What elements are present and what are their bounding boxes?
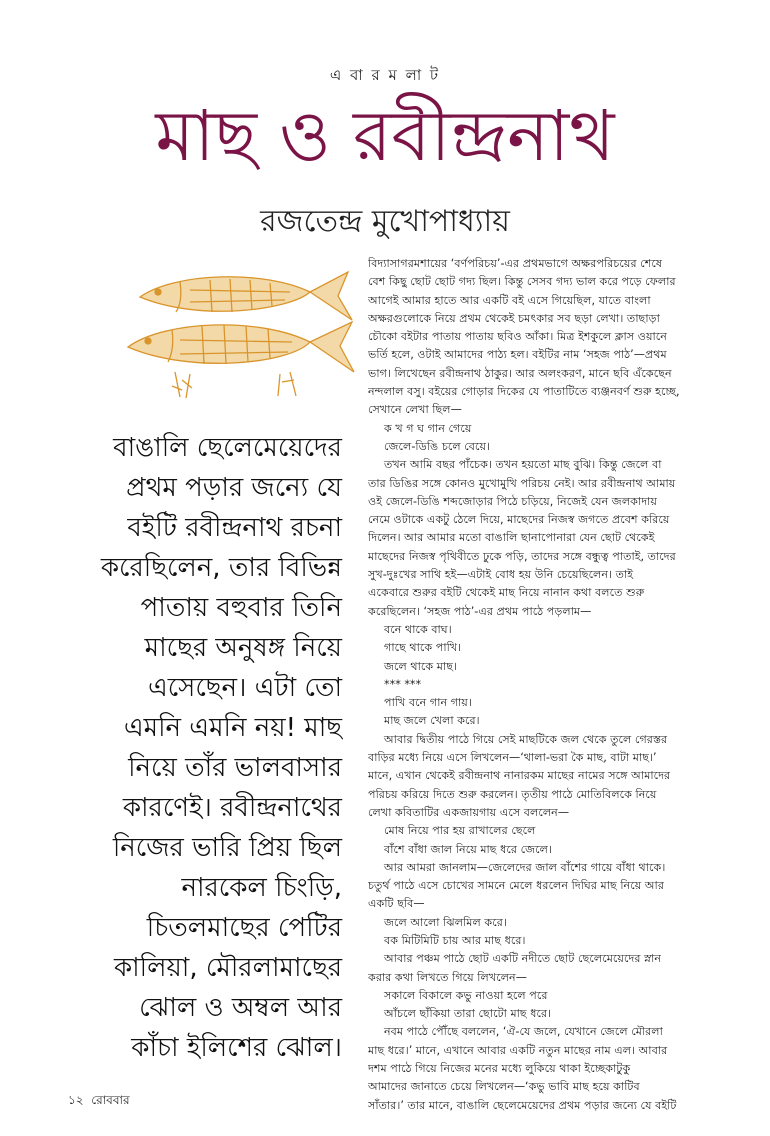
pull-quote-line: বাঙালি ছেলেমেয়েদের: [113, 433, 342, 463]
body-text-line: বাড়ির মধ্যে নিয়ে এসে লিখলেন—‘থালা-ভরা কৈ মাছ, বাটা মাছ।’: [368, 751, 657, 765]
body-text-line: সেখানে লেখা ছিল—: [368, 403, 462, 417]
magazine-name: রোববার: [91, 1093, 130, 1107]
verse-line: বাঁশে বাঁধা জাল নিয়ে মাছ ধরে জেলে।: [384, 842, 552, 856]
pull-quote-line: নারকেল চিংড়ি,: [181, 873, 342, 903]
verse-line: পাখি বনে গান গায়।: [384, 696, 472, 710]
body-text-line: আবার পঞ্চম পাঠে ছোট একটি নদীতে ছোট ছেলেমেয়েদের স্নান: [384, 952, 662, 966]
pull-quote-line: কালিয়া, মৌরলামাছের: [113, 953, 342, 983]
pull-quote-line: নিয়ে তাঁর ভালবাসার: [128, 753, 342, 783]
body-text-line: ওই জেলে-ডিঙি শব্দজোড়ার পিঠে চড়িয়ে, নিজেই যেন জলকাদায়: [368, 494, 657, 508]
body-text-line: সাঁতার।’ তার মানে, বাঙালি ছেলেমেয়েদের প্রথম পড়ার জন্যে যে বইটি: [368, 1098, 677, 1112]
body-text-line: দশম পাঠে গিয়ে নিজের মনের মধ্যে লুকিয়ে থাকা ইচ্ছেকাটুকু: [368, 1062, 631, 1076]
pull-quote-line: করেছিলেন, তার বিভিন্ন: [100, 553, 342, 583]
body-text-line: একেবারে শুরুর বইটি থেকেই মাছ নিয়ে নানান কথা বলতে শুরু: [368, 586, 645, 600]
pull-quote-line: কাঁচা ইলিশের ঝোল।: [131, 1033, 342, 1063]
body-text-line: তখন আমি বছর পাঁচেক। তখন হয়তো মাছ বুঝি। কিন্তু জেলে বা: [384, 458, 662, 472]
body-text-line: আর আমরা জানলাম—জেলেদের জাল বাঁশের গায়ে বাঁধা থাকে।: [384, 860, 666, 874]
article-title: মাছ ও রবীন্দ্রনাথ: [155, 95, 615, 177]
pull-quote-line: ঝোল ও অম্বল আর: [139, 993, 342, 1023]
body-text-line: তার ডিঙির সঙ্গে কোনও মুখোমুখি পরিচয় নেই। আর রবীন্দ্রনাথ আমায়: [368, 476, 676, 490]
body-text-line: মাছ ধরে।’ মানে, এখানে আবার একটি নতুন মাছের নাম এল। আবার: [368, 1043, 668, 1057]
pull-quote-line: এমনি এমনি নয়! মাছ: [123, 713, 342, 743]
verse-line: *** ***: [384, 677, 422, 691]
body-text-line: আবার দ্বিতীয় পাঠে গিয়ে সেই মাছটিকে জল থেকে তুলে গেরস্তর: [384, 732, 668, 746]
verse-line: সকালে বিকালে কভু নাওয়া হলে পরে: [384, 988, 548, 1002]
body-text-line: করার কথা লিখতে গিয়ে লিখলেন—: [368, 970, 527, 984]
pull-quote-line: চিতলমাছের পেটির: [146, 913, 342, 943]
body-text-line: মাছেদের নিজস্ব পৃথিবীতে ঢুকে পড়ি, তাদের সঙ্গে বন্ধুত্ব পাতাই, তাদের: [368, 549, 676, 563]
page-footer: [68, 1092, 130, 1112]
body-text-line: নেমে ওটাকে একটু ঠেলে দিয়ে, মাছেদের নিজস্ব জগতে প্রবেশ করিয়ে: [368, 513, 670, 527]
verse-line: মাছ জলে খেলা করে।: [384, 714, 480, 728]
body-text-line: বেশ কিছু ছোট ছোট গদ্য ছিল। কিন্তু সেসব গদ্য ভাল করে পড়ে ফেলার: [368, 275, 676, 289]
body-text-line: অক্ষরগুলোকে নিয়ে প্রথম থেকেই চমৎকার সব ছড়া লেখা। তাছাড়া: [368, 311, 660, 325]
verse-line: মোষ নিয়ে পার হয় রাখালের ছেলে: [384, 824, 536, 838]
body-text-line: চতুর্থ পাঠে এসে চোখের সামনে মেলে ধরলেন দিঘির মাছ নিয়ে আর: [368, 879, 665, 893]
body-text-line: নবম পাঠে পৌঁছে বললেন, ‘ঐ-যে জলে, যেখানে জেলে মৌরলা: [384, 1025, 663, 1039]
verse-line: আঁচলে ছাঁকিয়া তারা ছোটো মাছ ধরে।: [384, 1007, 552, 1021]
pull-quote: [82, 428, 342, 1068]
pull-quote-line: এসেছেন। এটা তো: [147, 673, 342, 703]
body-text-line: মানে, এখান থেকেই রবীন্দ্রনাথ নানারকম মাছের নামের সঙ্গে আমাদের: [368, 769, 671, 783]
body-text-line: করেছিলেন। ‘সহজ পাঠ’-এর প্রথম পাঠে পড়লাম—: [368, 604, 592, 618]
verse-line: গাছে থাকে পাখি।: [384, 641, 462, 655]
body-text-line: দিলেন। আর আমার মতো বাঙালি ছানাপোনারা যেন ছোট থেকেই: [368, 531, 655, 545]
verse-line: ক খ গ ঘ গান গেয়ে: [384, 421, 472, 435]
body-text-line: ভর্তি হলে, ওটাই আমাদের পাঠ্য হল। বইটির নাম ‘সহজ পাঠ’—প্রথম: [368, 348, 667, 362]
pull-quote-line: প্রথম পড়ার জন্যে যে: [126, 473, 342, 503]
body-text-line: বিদ্যাসাগরমশায়ের ‘বর্ণপরিচয়’-এর প্রথমভাগে অক্ষরপরিচয়ের শেষে: [368, 257, 663, 270]
body-text-line: ভাগ। লিখেছেন রবীন্দ্রনাথ ঠাকুর। আর অলংকরণ, মানে ছবি এঁকেছেন: [368, 366, 672, 380]
body-text-line: আগেই আমার হাতে আর একটি বই এসে গিয়েছিল, যাতে বাংলা: [368, 293, 651, 307]
pull-quote-line: নিজের ভারি প্রিয় ছিল: [112, 833, 342, 863]
section-kicker: এ বা র ম লা ট: [329, 66, 441, 84]
verse-line: বনে থাকে বাঘ।: [384, 622, 452, 636]
verse-line: বক মিটিমিটি চায় আর মাছ ধরে।: [384, 933, 526, 947]
body-text-line: লেখা কবিতাটির একজায়গায় এসে বললেন—: [368, 805, 570, 819]
verse-line: জলে আলো ঝিলমিল করে।: [384, 915, 507, 929]
body-text-line: পরিচয় করিয়ে দিতে শুরু করলেন। তৃতীয় পাঠে মোতিবিলকে নিয়ে: [368, 787, 657, 801]
pull-quote-line: কারণেই। রবীন্দ্রনাথের: [122, 793, 342, 823]
body-text-line: একটি ছবি—: [368, 897, 425, 911]
body-text-line: সুখ-দুঃখের সাথি হই—এটাই বোধ হয় উনি চেয়েছিলেন। তাই: [368, 568, 634, 582]
verse-line: জেলে-ডিঙি চলে বেয়ে।: [384, 439, 491, 453]
pull-quote-line: বইটি রবীন্দ্রনাথ রচনা: [127, 513, 342, 543]
article-body: [368, 255, 756, 1115]
fish-illustration-icon: [120, 262, 360, 402]
body-text-line: আমাদের জানাতে চেয়ে লিখলেন—‘কভু ভাবি মাছ হয়ে কাটিব: [368, 1080, 640, 1094]
pull-quote-line: মাছের অনুষঙ্গ নিয়ে: [144, 633, 342, 663]
verse-line: জলে থাকে মাছ।: [384, 659, 458, 673]
body-text-line: নন্দলাল বসু। বইয়ের গোড়ার দিকের যে পাতাটিতে ব্যঞ্জনবর্ণ শুরু হচ্ছে,: [368, 385, 680, 399]
page-number: ১২: [68, 1093, 84, 1107]
pull-quote-line: পাতায় বহুবার তিনি: [140, 593, 342, 623]
body-text-line: চৌকো বইটার পাতায় পাতায় ছবিও আঁকা। মিত্র ইশকুলে ক্লাস ওয়ানে: [368, 330, 667, 344]
author-name: রজতেন্দ্র মুখোপাধ্যায়: [260, 204, 510, 239]
